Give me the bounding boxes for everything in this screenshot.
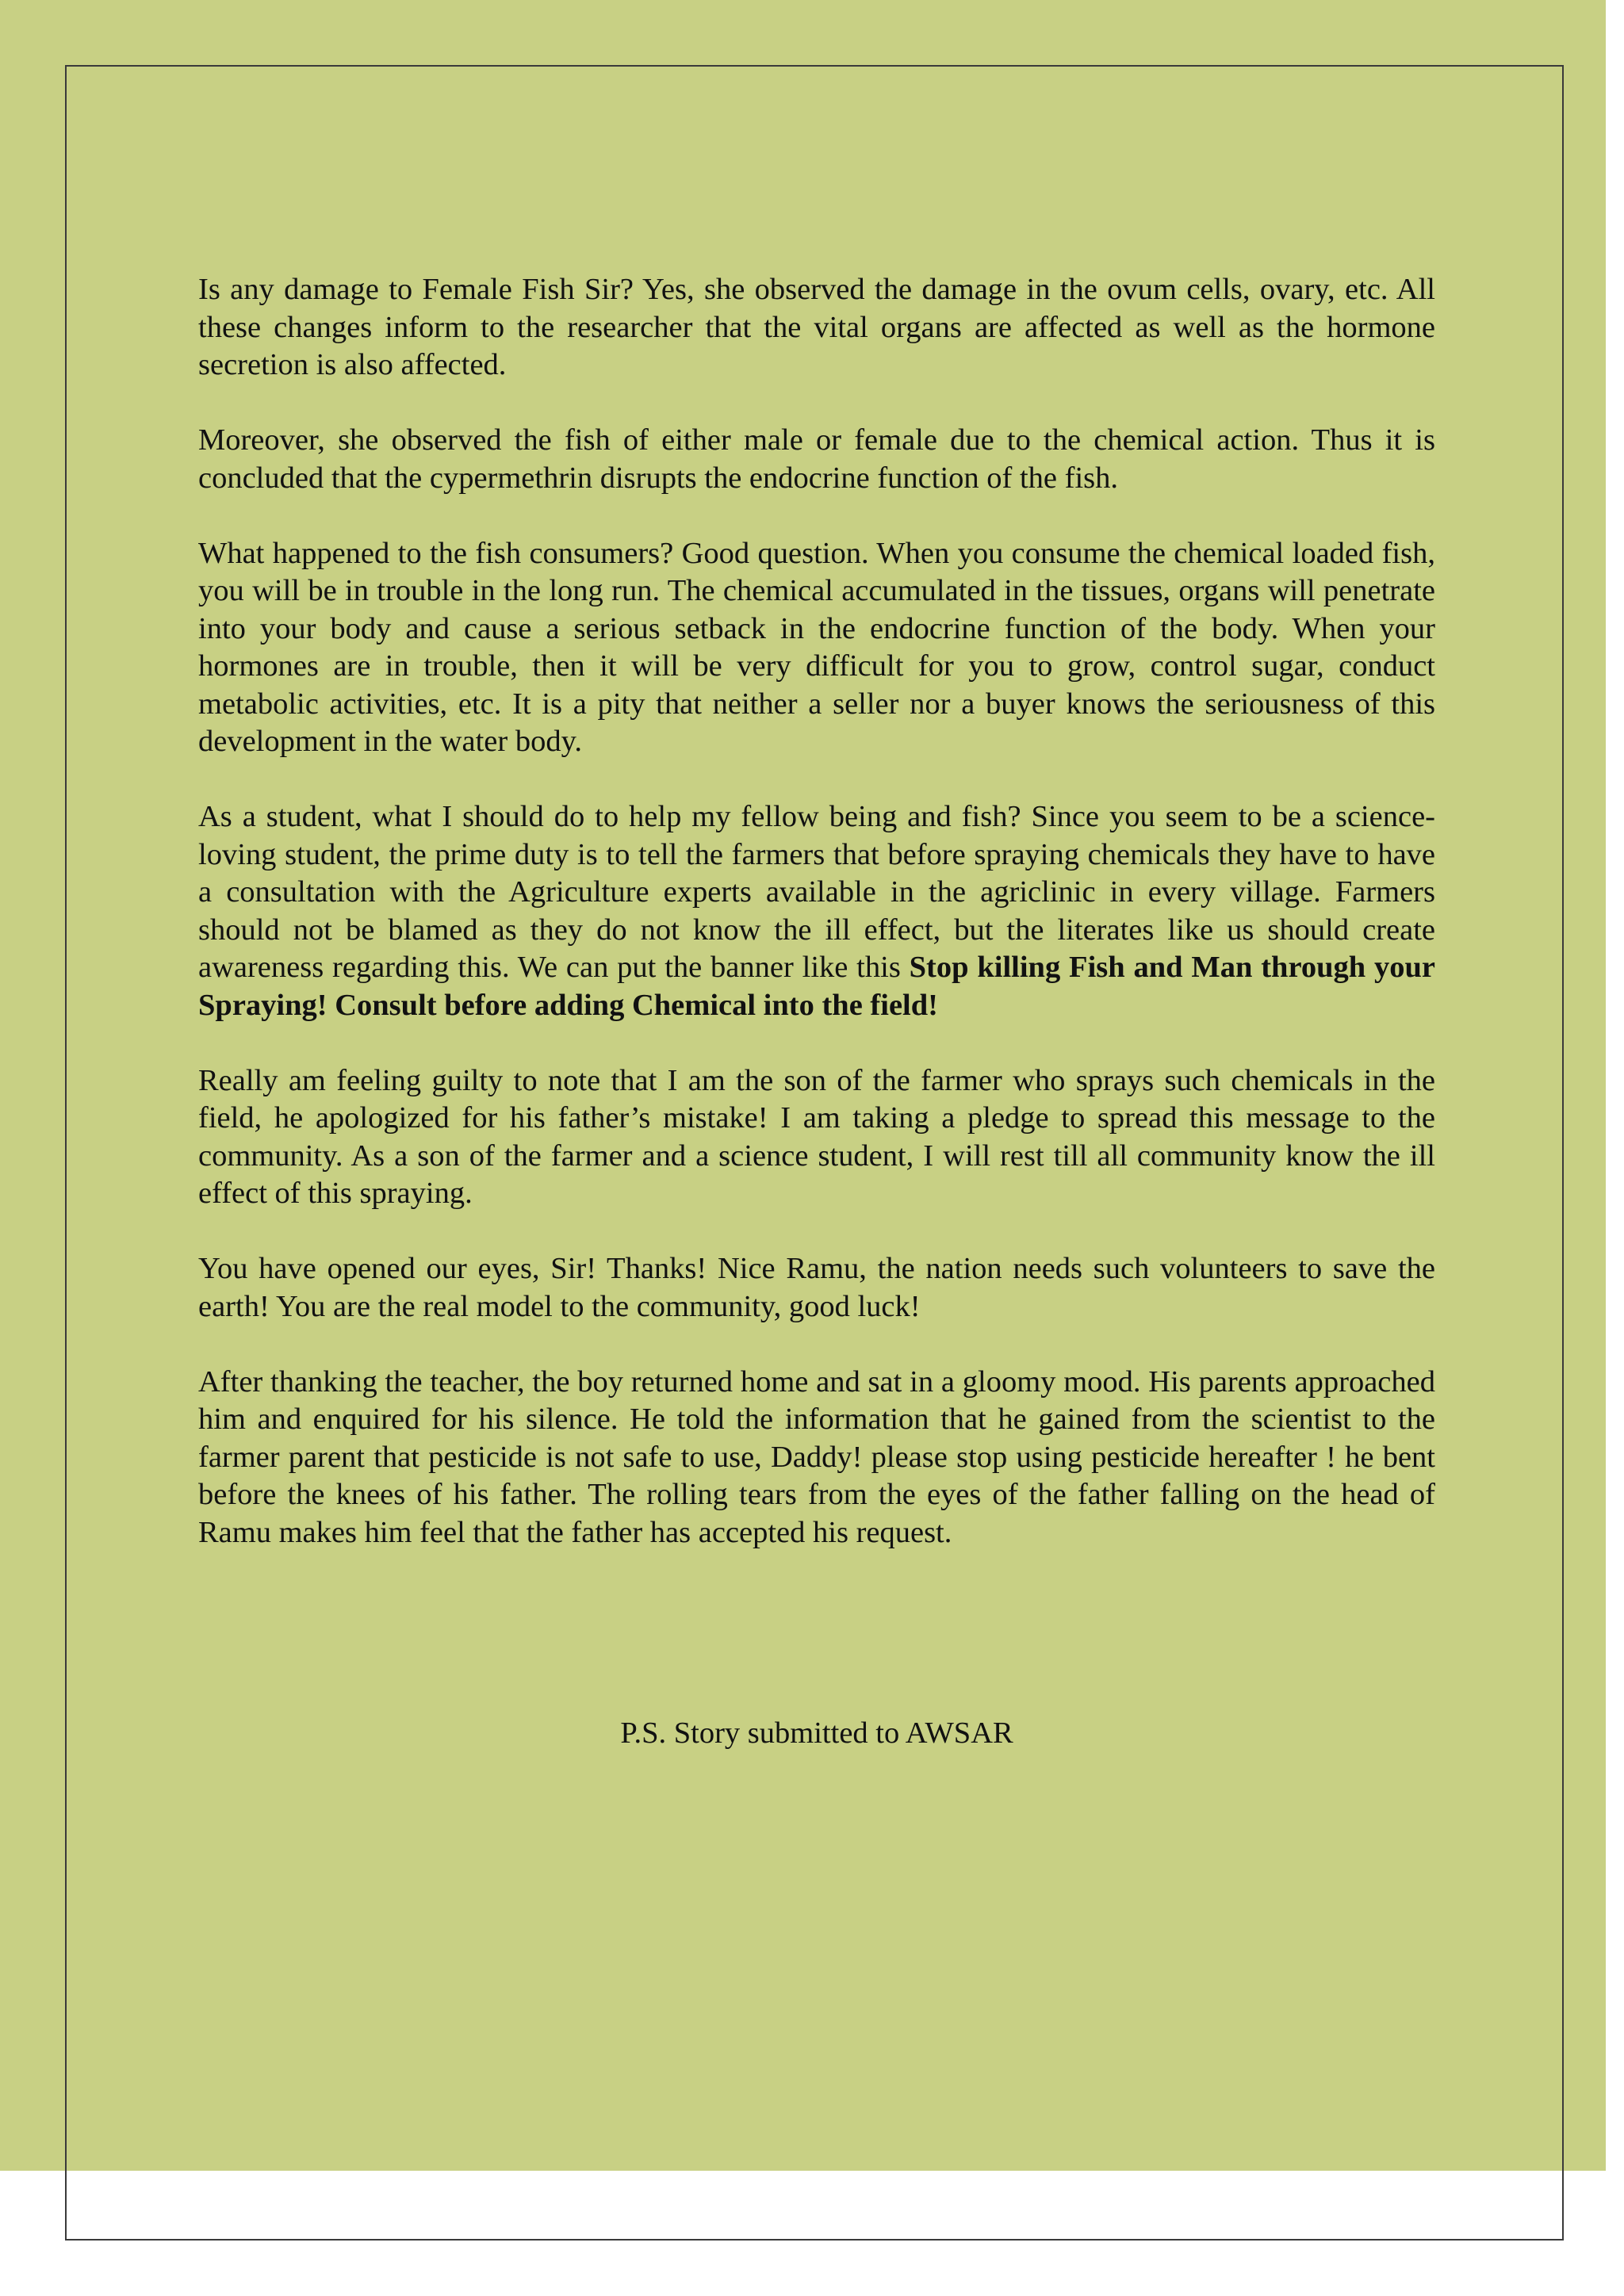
paragraph-text: Really am feeling guilty to note that I am the son of the farmer who sprays such chemicals in the field, he apologized for his father’s mistake! I am taking a pledge to spread this message to the community. As a son of the farmer and a science student, I will rest till all community know the ill effect of this spraying. xyxy=(198,1063,1435,1210)
paragraph-text: After thanking the teacher, the boy returned home and sat in a gloomy mood. His parents approached him and enquired for his silence. He told the information that he gained from the scientist to the farmer parent that pesticide is not safe to use, Daddy! please stop using pesticide hereafter ! he bent before the knees of his father. The rolling tears from the eyes of the father falling on the head of Ramu makes him feel that the father has accepted his request. xyxy=(198,1364,1435,1549)
paragraph-opened-eyes xyxy=(198,1250,1435,1326)
paragraph-text: Moreover, she observed the fish of either male or female due to the chemical action. Thus it is concluded that the cypermethrin disrupts the endocrine function of the fish. xyxy=(198,423,1435,495)
paragraph-guilty-pledge xyxy=(198,1062,1435,1213)
paragraph-return-home xyxy=(198,1364,1435,1552)
paragraph-female-fish-damage xyxy=(198,271,1435,385)
paragraph-fish-consumers xyxy=(198,535,1435,761)
paragraph-endocrine-disruption xyxy=(198,422,1435,497)
paragraph-text: As a student, what I should do to help my fellow being and fish? Since you seem to be a science-loving student, the prime duty is to tell the farmers that before spraying chemicals they have to have a consultation with the Agriculture experts available in the agriclinic in every village. Farmers should not be blamed as they do not know the ill effect, but the literates like us should create awareness regarding this. We can put the banner like this xyxy=(198,800,1435,984)
paragraph-student-duty xyxy=(198,798,1435,1024)
footer-note: P.S. Story submitted to AWSAR xyxy=(620,1716,1013,1750)
paragraph-text: What happened to the fish consumers? Good question. When you consume the chemical loaded fish, you will be in trouble in the long run. The chemical accumulated in the tissues, organs will penetrate into your body and cause a serious setback in the endocrine function of the body. When your hormones are in trouble, then it will be very difficult for you to grow, control sugar, conduct metabolic activities, etc. It is a pity that neither a seller nor a buyer knows the seriousness of this development in the water body. xyxy=(198,536,1435,758)
banner-slogan: Stop killing Fish and Man through your Spraying! Consult before adding Chemical into the field! xyxy=(198,951,1435,1022)
paragraph-text: You have opened our eyes, Sir! Thanks! Nice Ramu, the nation needs such volunteers to save the earth! You are the real model to the community, good luck! xyxy=(198,1252,1435,1323)
story-body xyxy=(198,271,1435,1590)
paragraph-text: Is any damage to Female Fish Sir? Yes, she observed the damage in the ovum cells, ovary, etc. All these changes inform to the researcher that the vital organs are affected as well as the hormone secretion is also affected. xyxy=(198,273,1435,381)
